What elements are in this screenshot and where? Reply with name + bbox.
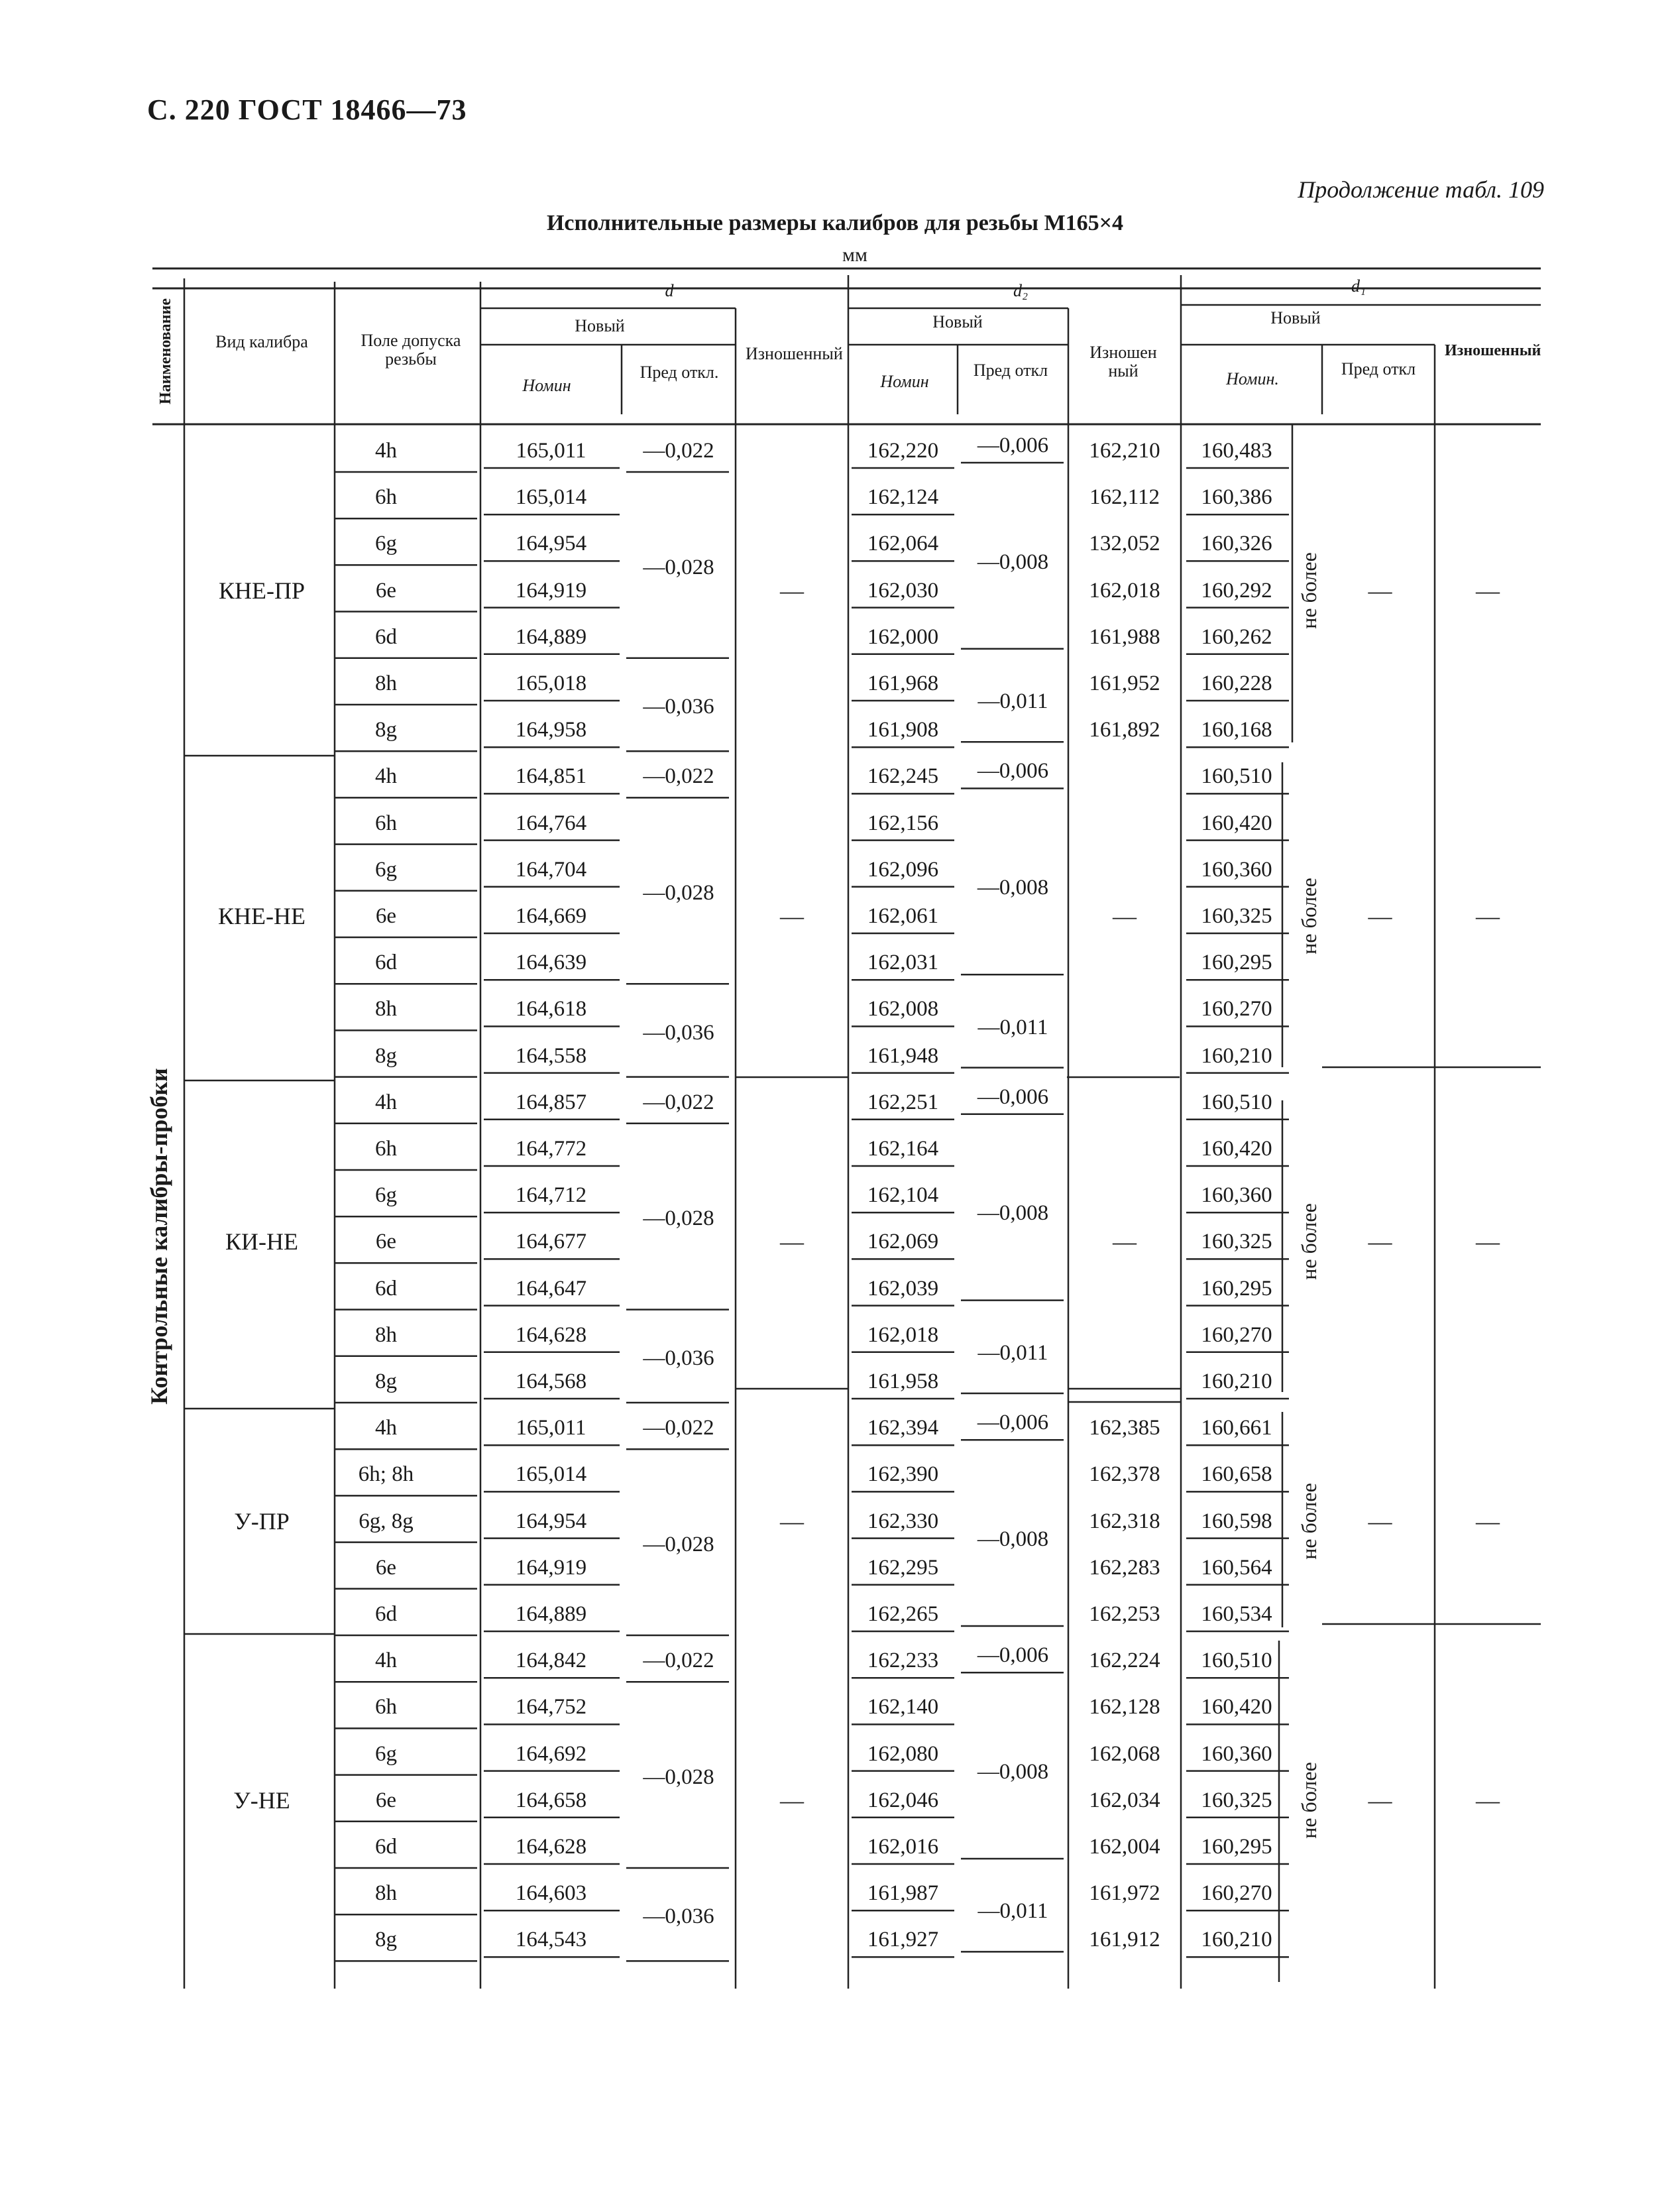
d2-worn-dash: — [1113, 903, 1137, 929]
d-nom-cell: 164,842 [515, 1649, 587, 1673]
d-worn-dash: — [780, 577, 804, 604]
d1-nom-cell: 160,360 [1201, 1183, 1272, 1208]
d-nom-cell: 164,692 [515, 1741, 587, 1766]
d-dev-cell: —0,022 [643, 1416, 714, 1440]
d-nom-cell: 164,958 [515, 718, 587, 742]
d-dev-cell: —0,028 [643, 1206, 714, 1231]
d1-nom-cell: 160,420 [1201, 1137, 1272, 1161]
field-cell: 6g [375, 1741, 397, 1766]
d1-nom-cell: 160,661 [1201, 1416, 1272, 1440]
d2-nom-cell: 162,124 [867, 485, 939, 510]
d-dev-cell: —0,022 [643, 1090, 714, 1114]
d2-nom-cell: 162,096 [867, 857, 939, 882]
d-nom-cell: 165,014 [515, 485, 587, 510]
d1-nom-cell: 160,483 [1201, 439, 1272, 463]
d1-nom-cell: 160,598 [1201, 1509, 1272, 1533]
d2-worn-cell: 162,253 [1089, 1602, 1160, 1626]
d-worn-dash: — [780, 1786, 804, 1814]
side-label: Контрольные калибры-пробки [146, 1068, 172, 1405]
d-nom-cell: 164,677 [515, 1230, 587, 1254]
d2-nom-cell: 162,104 [867, 1183, 939, 1208]
d2-worn-cell: 161,892 [1089, 718, 1160, 742]
group-name: КИ-НЕ [225, 1228, 298, 1255]
table-unit: мм [842, 244, 867, 266]
d2-worn-cell: 162,283 [1089, 1555, 1160, 1580]
col-header-d2-dev: Пред откл [973, 361, 1048, 380]
d2-dev-cell: —0,006 [977, 434, 1049, 457]
d2-worn-cell: 162,224 [1089, 1649, 1160, 1673]
d2-worn-cell: 162,018 [1089, 578, 1160, 603]
field-cell: 8g [375, 1928, 397, 1952]
d1-nom-cell: 160,386 [1201, 485, 1272, 510]
d2-dev-cell: —0,011 [977, 1899, 1048, 1924]
d1-worn-dash: — [1476, 1228, 1500, 1255]
field-cell: 4h [375, 439, 397, 463]
d-nom-cell: 164,752 [515, 1695, 587, 1719]
field-cell: 6h [375, 811, 397, 835]
d-nom-cell: 164,764 [515, 811, 587, 835]
col-header-d-worn: Изношенный [746, 344, 843, 363]
d1-nom-cell: 160,270 [1201, 1881, 1272, 1906]
group-name: КНЕ-НЕ [218, 903, 306, 929]
d1-nom-cell: 160,295 [1201, 1276, 1272, 1301]
col-header-field: Поле допуска резьбы [361, 331, 461, 369]
field-cell: 6g, 8g [359, 1509, 414, 1533]
d1-nom-cell: 160,325 [1201, 1788, 1272, 1812]
d2-worn-cell: 162,068 [1089, 1741, 1160, 1766]
d2-worn-dash: — [1113, 1228, 1137, 1255]
group-name: У-НЕ [233, 1786, 290, 1814]
d1-nom-cell: 160,534 [1201, 1602, 1272, 1626]
d2-worn-cell: 162,318 [1089, 1509, 1160, 1533]
d-dev-cell: —0,036 [643, 1020, 714, 1045]
d2-dev-cell: —0,011 [977, 689, 1048, 714]
d2-nom-cell: 161,908 [867, 718, 939, 742]
d2-nom-cell: 162,069 [867, 1230, 939, 1254]
not-more-label: не более [1297, 1203, 1321, 1281]
d2-nom-cell: 162,295 [867, 1555, 939, 1580]
d-nom-cell: 164,889 [515, 624, 587, 649]
field-cell: 8g [375, 718, 397, 742]
field-cell: 4h [375, 1416, 397, 1440]
field-cell: 6e [375, 1230, 397, 1254]
page-header: С. 220 ГОСТ 18466—73 [147, 93, 467, 126]
field-cell: 8g [375, 1043, 397, 1068]
group-name: У-ПР [234, 1507, 290, 1535]
d2-nom-cell: 162,245 [867, 764, 939, 789]
d-nom-cell: 164,954 [515, 532, 587, 556]
d2-nom-cell: 162,140 [867, 1695, 939, 1719]
col-header-d1-new: Новый [1270, 308, 1321, 327]
d-nom-cell: 164,919 [515, 1555, 587, 1580]
d1-nom-cell: 160,564 [1201, 1555, 1272, 1580]
d2-nom-cell: 162,008 [867, 997, 939, 1021]
d2-dev-cell: —0,008 [977, 875, 1049, 900]
col-header-d: d [665, 281, 674, 300]
d-worn-dash: — [780, 1507, 804, 1535]
not-more-label: не более [1297, 1762, 1321, 1839]
d1-dev-dash: — [1368, 903, 1392, 929]
d-nom-cell: 164,954 [515, 1509, 587, 1533]
d2-worn-cell: 162,385 [1089, 1416, 1160, 1440]
d2-dev-cell: —0,011 [977, 1015, 1048, 1039]
d-nom-cell: 164,851 [515, 764, 587, 789]
d-dev-cell: —0,036 [643, 1346, 714, 1370]
d2-worn-cell: 132,052 [1089, 532, 1160, 556]
d1-nom-cell: 160,510 [1201, 1090, 1272, 1114]
field-cell: 6d [375, 1835, 397, 1859]
d-nom-cell: 165,011 [516, 1416, 586, 1440]
d1-dev-dash: — [1368, 577, 1392, 604]
d2-nom-cell: 162,000 [867, 624, 939, 649]
col-header-d1-nom: Номин. [1226, 369, 1279, 388]
d2-worn-cell: 162,112 [1089, 485, 1160, 510]
d-nom-cell: 164,919 [515, 578, 587, 603]
d-worn-dash: — [780, 1228, 804, 1255]
field-cell: 6g [375, 1183, 397, 1208]
d1-nom-cell: 160,325 [1201, 904, 1272, 928]
field-cell: 6h; 8h [358, 1462, 414, 1487]
d1-nom-cell: 160,420 [1201, 811, 1272, 835]
not-more-label: не более [1297, 878, 1321, 955]
field-cell: 6g [375, 857, 397, 882]
d-nom-cell: 164,712 [515, 1183, 587, 1208]
d-nom-cell: 165,014 [515, 1462, 587, 1487]
d2-dev-cell: —0,008 [977, 1527, 1049, 1551]
d1-nom-cell: 160,420 [1201, 1695, 1272, 1719]
d-nom-cell: 165,011 [516, 439, 586, 463]
d1-nom-cell: 160,210 [1201, 1043, 1272, 1068]
field-cell: 8h [375, 1322, 397, 1347]
d2-nom-cell: 162,330 [867, 1509, 939, 1533]
d1-nom-cell: 160,270 [1201, 997, 1272, 1021]
d2-nom-cell: 162,251 [867, 1090, 939, 1114]
d1-nom-cell: 160,360 [1201, 1741, 1272, 1766]
d1-nom-cell: 160,228 [1201, 671, 1272, 695]
d2-worn-cell: 162,034 [1089, 1788, 1160, 1812]
col-header-d-dev: Пред откл. [640, 363, 719, 382]
d-dev-cell: —0,036 [643, 1904, 714, 1929]
d-nom-cell: 164,669 [515, 904, 587, 928]
d2-nom-cell: 162,164 [867, 1137, 939, 1161]
d2-dev-cell: —0,006 [977, 1084, 1049, 1109]
d2-dev-cell: —0,006 [977, 1411, 1049, 1435]
d2-nom-cell: 162,390 [867, 1462, 939, 1487]
d2-worn-cell: 162,210 [1089, 439, 1160, 463]
field-cell: 6e [375, 1788, 397, 1812]
col-header-d1: d₁ [1351, 276, 1366, 296]
d2-worn-cell: 161,972 [1089, 1881, 1160, 1906]
field-cell: 8h [375, 997, 397, 1021]
col-header-kind: Вид калибра [215, 332, 308, 351]
d1-nom-cell: 160,295 [1201, 951, 1272, 975]
table-title: Исполнительные размеры калибров для резьбы М165×4 [546, 211, 1124, 235]
d2-dev-cell: —0,008 [977, 1201, 1049, 1226]
not-more-label: не более [1297, 552, 1321, 629]
field-cell: 6d [375, 1276, 397, 1301]
d1-nom-cell: 160,510 [1201, 1649, 1272, 1673]
d2-nom-cell: 161,987 [867, 1881, 939, 1906]
d-dev-cell: —0,028 [643, 1532, 714, 1556]
d2-worn-cell: 162,378 [1089, 1462, 1160, 1487]
d2-worn-cell: 161,952 [1089, 671, 1160, 695]
d2-nom-cell: 162,061 [867, 904, 939, 928]
d2-nom-cell: 162,031 [867, 951, 939, 975]
d2-nom-cell: 162,394 [867, 1416, 939, 1440]
col-header-d-new: Новый [575, 316, 625, 335]
d-nom-cell: 165,018 [515, 671, 587, 695]
not-more-label: не более [1297, 1482, 1321, 1560]
d1-nom-cell: 160,262 [1201, 624, 1272, 649]
d-dev-cell: —0,022 [643, 1649, 714, 1673]
d1-nom-cell: 160,326 [1201, 532, 1272, 556]
d2-nom-cell: 162,039 [867, 1276, 939, 1301]
d2-worn-cell: 161,912 [1089, 1928, 1160, 1952]
d-nom-cell: 164,543 [515, 1928, 587, 1952]
field-cell: 6d [375, 951, 397, 975]
col-header-d2: d₂ [1013, 281, 1029, 300]
d2-nom-cell: 162,156 [867, 811, 939, 835]
d-nom-cell: 164,857 [515, 1090, 587, 1114]
d1-worn-dash: — [1476, 903, 1500, 929]
d1-worn-dash: — [1476, 1507, 1500, 1535]
d-nom-cell: 164,603 [515, 1881, 587, 1906]
d-nom-cell: 164,618 [515, 997, 587, 1021]
field-cell: 6h [375, 1137, 397, 1161]
field-cell: 6d [375, 624, 397, 649]
d2-nom-cell: 162,018 [867, 1322, 939, 1347]
field-cell: 8h [375, 671, 397, 695]
d1-dev-dash: — [1368, 1786, 1392, 1814]
d1-nom-cell: 160,210 [1201, 1369, 1272, 1393]
d2-nom-cell: 162,046 [867, 1788, 939, 1812]
d2-nom-cell: 161,948 [867, 1043, 939, 1068]
d1-nom-cell: 160,210 [1201, 1928, 1272, 1952]
d1-worn-dash: — [1476, 1786, 1500, 1814]
col-header-d2-new: Новый [932, 312, 983, 331]
d-nom-cell: 164,628 [515, 1835, 587, 1859]
d2-nom-cell: 162,265 [867, 1602, 939, 1626]
d-dev-cell: —0,036 [643, 695, 714, 719]
d1-nom-cell: 160,292 [1201, 578, 1272, 603]
d1-nom-cell: 160,658 [1201, 1462, 1272, 1487]
field-cell: 6e [375, 1555, 397, 1580]
field-cell: 6h [375, 485, 397, 510]
d2-dev-cell: —0,008 [977, 1759, 1049, 1784]
d2-nom-cell: 162,080 [867, 1741, 939, 1766]
field-cell: 4h [375, 1090, 397, 1114]
d1-dev-dash: — [1368, 1507, 1392, 1535]
d2-dev-cell: —0,008 [977, 550, 1049, 574]
field-cell: 6d [375, 1602, 397, 1626]
d-nom-cell: 164,772 [515, 1137, 587, 1161]
group-name: КНЕ-ПР [218, 577, 305, 604]
field-cell: 6e [375, 904, 397, 928]
col-header-d1-dev: Пред откл [1341, 359, 1416, 378]
d-nom-cell: 164,704 [515, 857, 587, 882]
d1-worn-dash: — [1476, 577, 1500, 604]
d1-nom-cell: 160,510 [1201, 764, 1272, 789]
d1-nom-cell: 160,270 [1201, 1322, 1272, 1347]
d-dev-cell: —0,028 [643, 880, 714, 905]
d1-nom-cell: 160,360 [1201, 857, 1272, 882]
d1-nom-cell: 160,295 [1201, 1835, 1272, 1859]
d-nom-cell: 164,628 [515, 1322, 587, 1347]
d-dev-cell: —0,028 [643, 1765, 714, 1789]
d2-nom-cell: 162,064 [867, 532, 939, 556]
d2-nom-cell: 161,927 [867, 1928, 939, 1952]
d-dev-cell: —0,028 [643, 555, 714, 579]
d2-nom-cell: 161,958 [867, 1369, 939, 1393]
d2-nom-cell: 162,233 [867, 1649, 939, 1673]
col-header-d1-worn: Изношенный [1445, 342, 1541, 359]
d2-dev-cell: —0,011 [977, 1340, 1048, 1365]
d2-dev-cell: —0,006 [977, 759, 1049, 784]
field-cell: 8g [375, 1369, 397, 1393]
d-nom-cell: 164,658 [515, 1788, 587, 1812]
d1-dev-dash: — [1368, 1228, 1392, 1255]
d-dev-cell: —0,022 [643, 764, 714, 789]
col-header-d2-worn: Изношен ный [1089, 343, 1157, 380]
d-nom-cell: 164,568 [515, 1369, 587, 1393]
col-header-d2-nom: Номин [880, 372, 929, 391]
d-dev-cell: —0,022 [643, 439, 714, 463]
field-cell: 6e [375, 578, 397, 603]
d-nom-cell: 164,639 [515, 951, 587, 975]
col-header-d-nom: Номин [522, 376, 571, 395]
d2-nom-cell: 161,968 [867, 671, 939, 695]
field-cell: 6g [375, 532, 397, 556]
d1-nom-cell: 160,168 [1201, 718, 1272, 742]
field-cell: 4h [375, 764, 397, 789]
field-cell: 4h [375, 1649, 397, 1673]
continuation-label: Продолжение табл. 109 [1298, 176, 1544, 203]
d2-worn-cell: 161,988 [1089, 624, 1160, 649]
d-nom-cell: 164,889 [515, 1602, 587, 1626]
d2-nom-cell: 162,016 [867, 1835, 939, 1859]
d-nom-cell: 164,647 [515, 1276, 587, 1301]
d2-worn-cell: 162,004 [1089, 1835, 1160, 1859]
d2-nom-cell: 162,220 [867, 439, 939, 463]
d2-nom-cell: 162,030 [867, 578, 939, 603]
d-worn-dash: — [780, 903, 804, 929]
d2-dev-cell: —0,006 [977, 1643, 1049, 1668]
d1-nom-cell: 160,325 [1201, 1230, 1272, 1254]
field-cell: 8h [375, 1881, 397, 1906]
col-header-name: Наименование [157, 298, 174, 404]
field-cell: 6h [375, 1695, 397, 1719]
d-nom-cell: 164,558 [515, 1043, 587, 1068]
d2-worn-cell: 162,128 [1089, 1695, 1160, 1719]
